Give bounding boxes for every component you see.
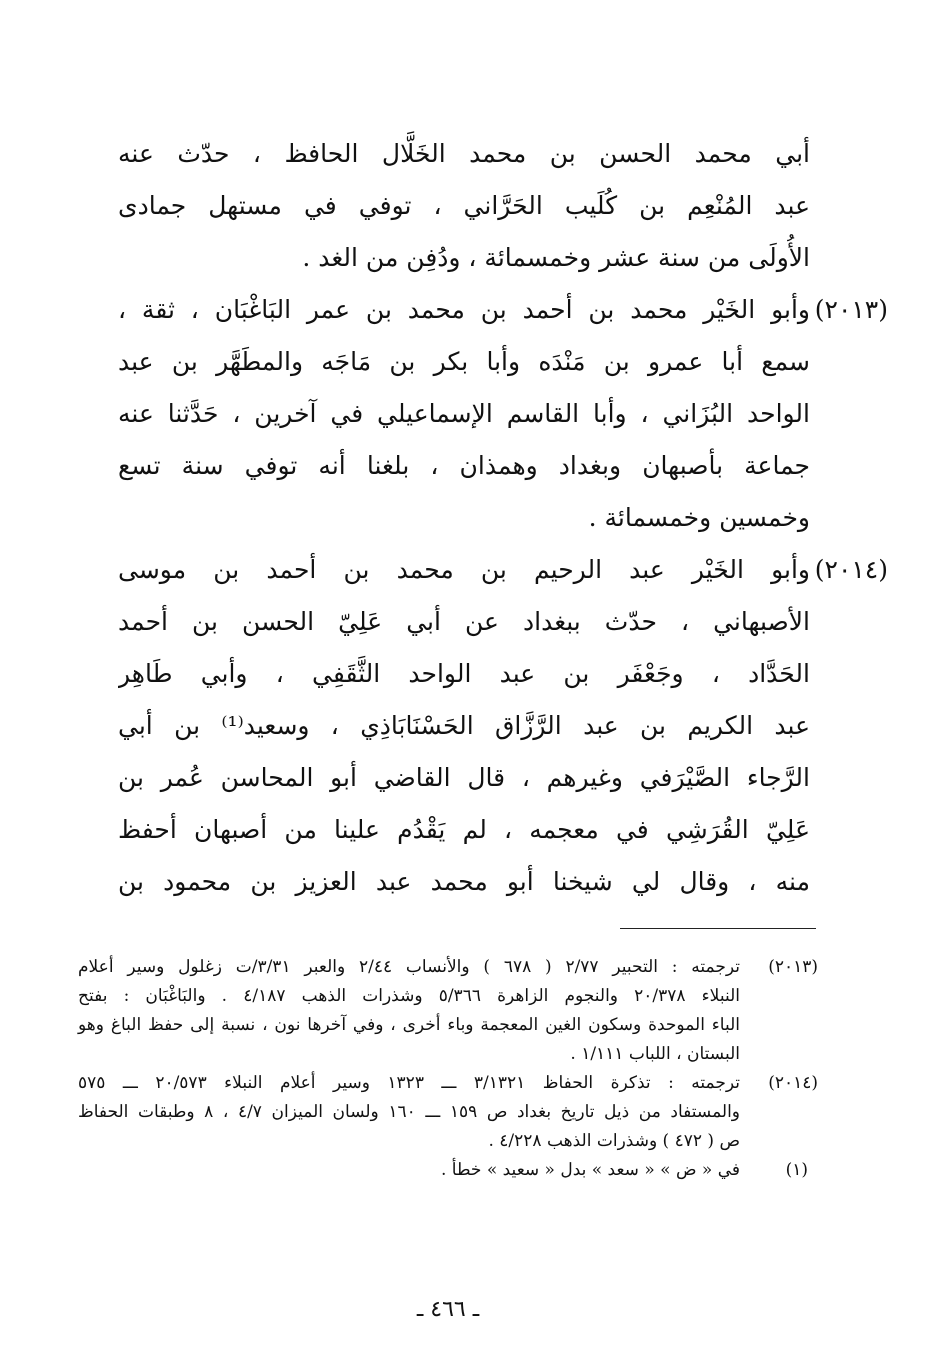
text-line: أبي محمد الحسن بن محمد الخَلَّال الحافظ ، حدّث عنه bbox=[118, 139, 810, 168]
text-line: عبد الكريم بن عبد الرَّزَّاق الحَسْنَابَاذِي ، وسعيد⁽¹⁾ بن أبي bbox=[118, 711, 810, 740]
footnote-number: (٢٠١٤) bbox=[768, 1073, 818, 1093]
text-line: الأُولَى من سنة عشر وخمسمائة ، ودُفِن من الغد . bbox=[302, 243, 810, 272]
footnote-line: والمستفاد من ذيل تاريخ بغداد ص ١٥٩ ـــ ١٦٠ ولسان الميزان ٤/٧ ، ٨ وطبقات الحفاظ bbox=[78, 1102, 741, 1122]
footnote-line: الباء الموحدة وسكون الغين المعجمة وباء أخرى ، وفي آخرها نون ، نسبة إلى حفظ الباغ وهو bbox=[78, 1015, 740, 1035]
footnote-line: ترجمته : تذكرة الحفاظ ٣/١٣٢١ ـــ ١٣٢٣ وسير أعلام النبلاء ٢٠/٥٧٣ ـــ ٥٧٥ bbox=[78, 1073, 740, 1093]
main-text bbox=[118, 128, 888, 908]
text-line: عبد المُنْعِم بن كُلَيب الحَرَّاني ، توفي في مستهل جمادى bbox=[118, 191, 810, 220]
page-number: ـ ٤٦٦ ـ bbox=[416, 1297, 480, 1322]
text-line: عَلِيّ القُرَشِي في معجمه ، لم يَقْدُم علينا من أصبهان أحفظ bbox=[118, 815, 810, 844]
footnote-line: في « ض » « سعد » بدل « سعيد » خطأ . bbox=[440, 1160, 740, 1180]
footnote-2013 bbox=[78, 953, 818, 1069]
text-line: وأبو الخَيْر محمد بن أحمد بن محمد بن عمر البَاغْبَان ، ثقة ، bbox=[118, 295, 810, 324]
footnote-2014 bbox=[78, 1069, 818, 1156]
text-line: الرَّجاء الصَّيْرَفي وغيرهم ، قال القاضي أبو المحاسن عُمر بن bbox=[118, 763, 810, 792]
text-line: وأبو الخَيْر عبد الرحيم بن محمد بن أحمد بن موسى bbox=[118, 555, 810, 584]
entry-continuation bbox=[118, 128, 810, 284]
footnote-line: ترجمته : التحبير ٢/٧٧ ( ٦٧٨ ) والأنساب ٢/٤٤ والعبر ٣/٣١/ت زغلول وسير أعلام bbox=[78, 957, 740, 977]
text-line: الواحد البُزَاني ، وأبا القاسم الإسماعيلي في آخرين ، حَدَّثنا عنه bbox=[118, 399, 810, 428]
text-line: الأصبهاني ، حدّث ببغداد عن أبي عَلِيّ الحسن بن أحمد bbox=[118, 607, 810, 636]
entry-2013 bbox=[118, 284, 888, 544]
entry-number: (٢٠١٤) bbox=[814, 555, 888, 584]
footnote-separator bbox=[620, 928, 816, 929]
text-line: الحَدَّاد ، وجَعْفَر بن عبد الواحد الثَّقَفِي ، وأبي طَاهِر bbox=[118, 659, 810, 688]
footnote-1 bbox=[78, 1156, 818, 1185]
footnote-line: ص ( ٤٧٢ ) وشذرات الذهب ٤/٢٢٨ . bbox=[488, 1131, 740, 1151]
footnote-line: النبلاء ٢٠/٣٧٨ والنجوم الزاهرة ٥/٣٦٦ وشذرات الذهب ٤/١٨٧ . والبَاغْبَان : بفتح bbox=[78, 986, 740, 1006]
entry-number: (٢٠١٣) bbox=[814, 295, 888, 324]
footnote-line: البستان ، اللباب ١/١١١ . bbox=[570, 1044, 740, 1064]
footnotes bbox=[78, 953, 818, 1185]
text-line: سمع أبا عمرو بن مَنْدَه وأبا بكر بن مَاجَه والمطَهَّر بن عبد bbox=[118, 347, 810, 376]
entry-2014 bbox=[118, 544, 888, 908]
footnote-number: (١) bbox=[785, 1160, 808, 1180]
text-line: وخمسين وخمسمائة . bbox=[588, 503, 810, 532]
footnote-number: (٢٠١٣) bbox=[768, 957, 818, 977]
text-line: جماعة بأصبهان وبغداد وهمذان ، بلغنا أنه توفي سنة تسع bbox=[118, 451, 810, 480]
text-line: منه ، وقال لي شيخنا أبو محمد عبد العزيز بن محمود بن bbox=[118, 867, 810, 896]
